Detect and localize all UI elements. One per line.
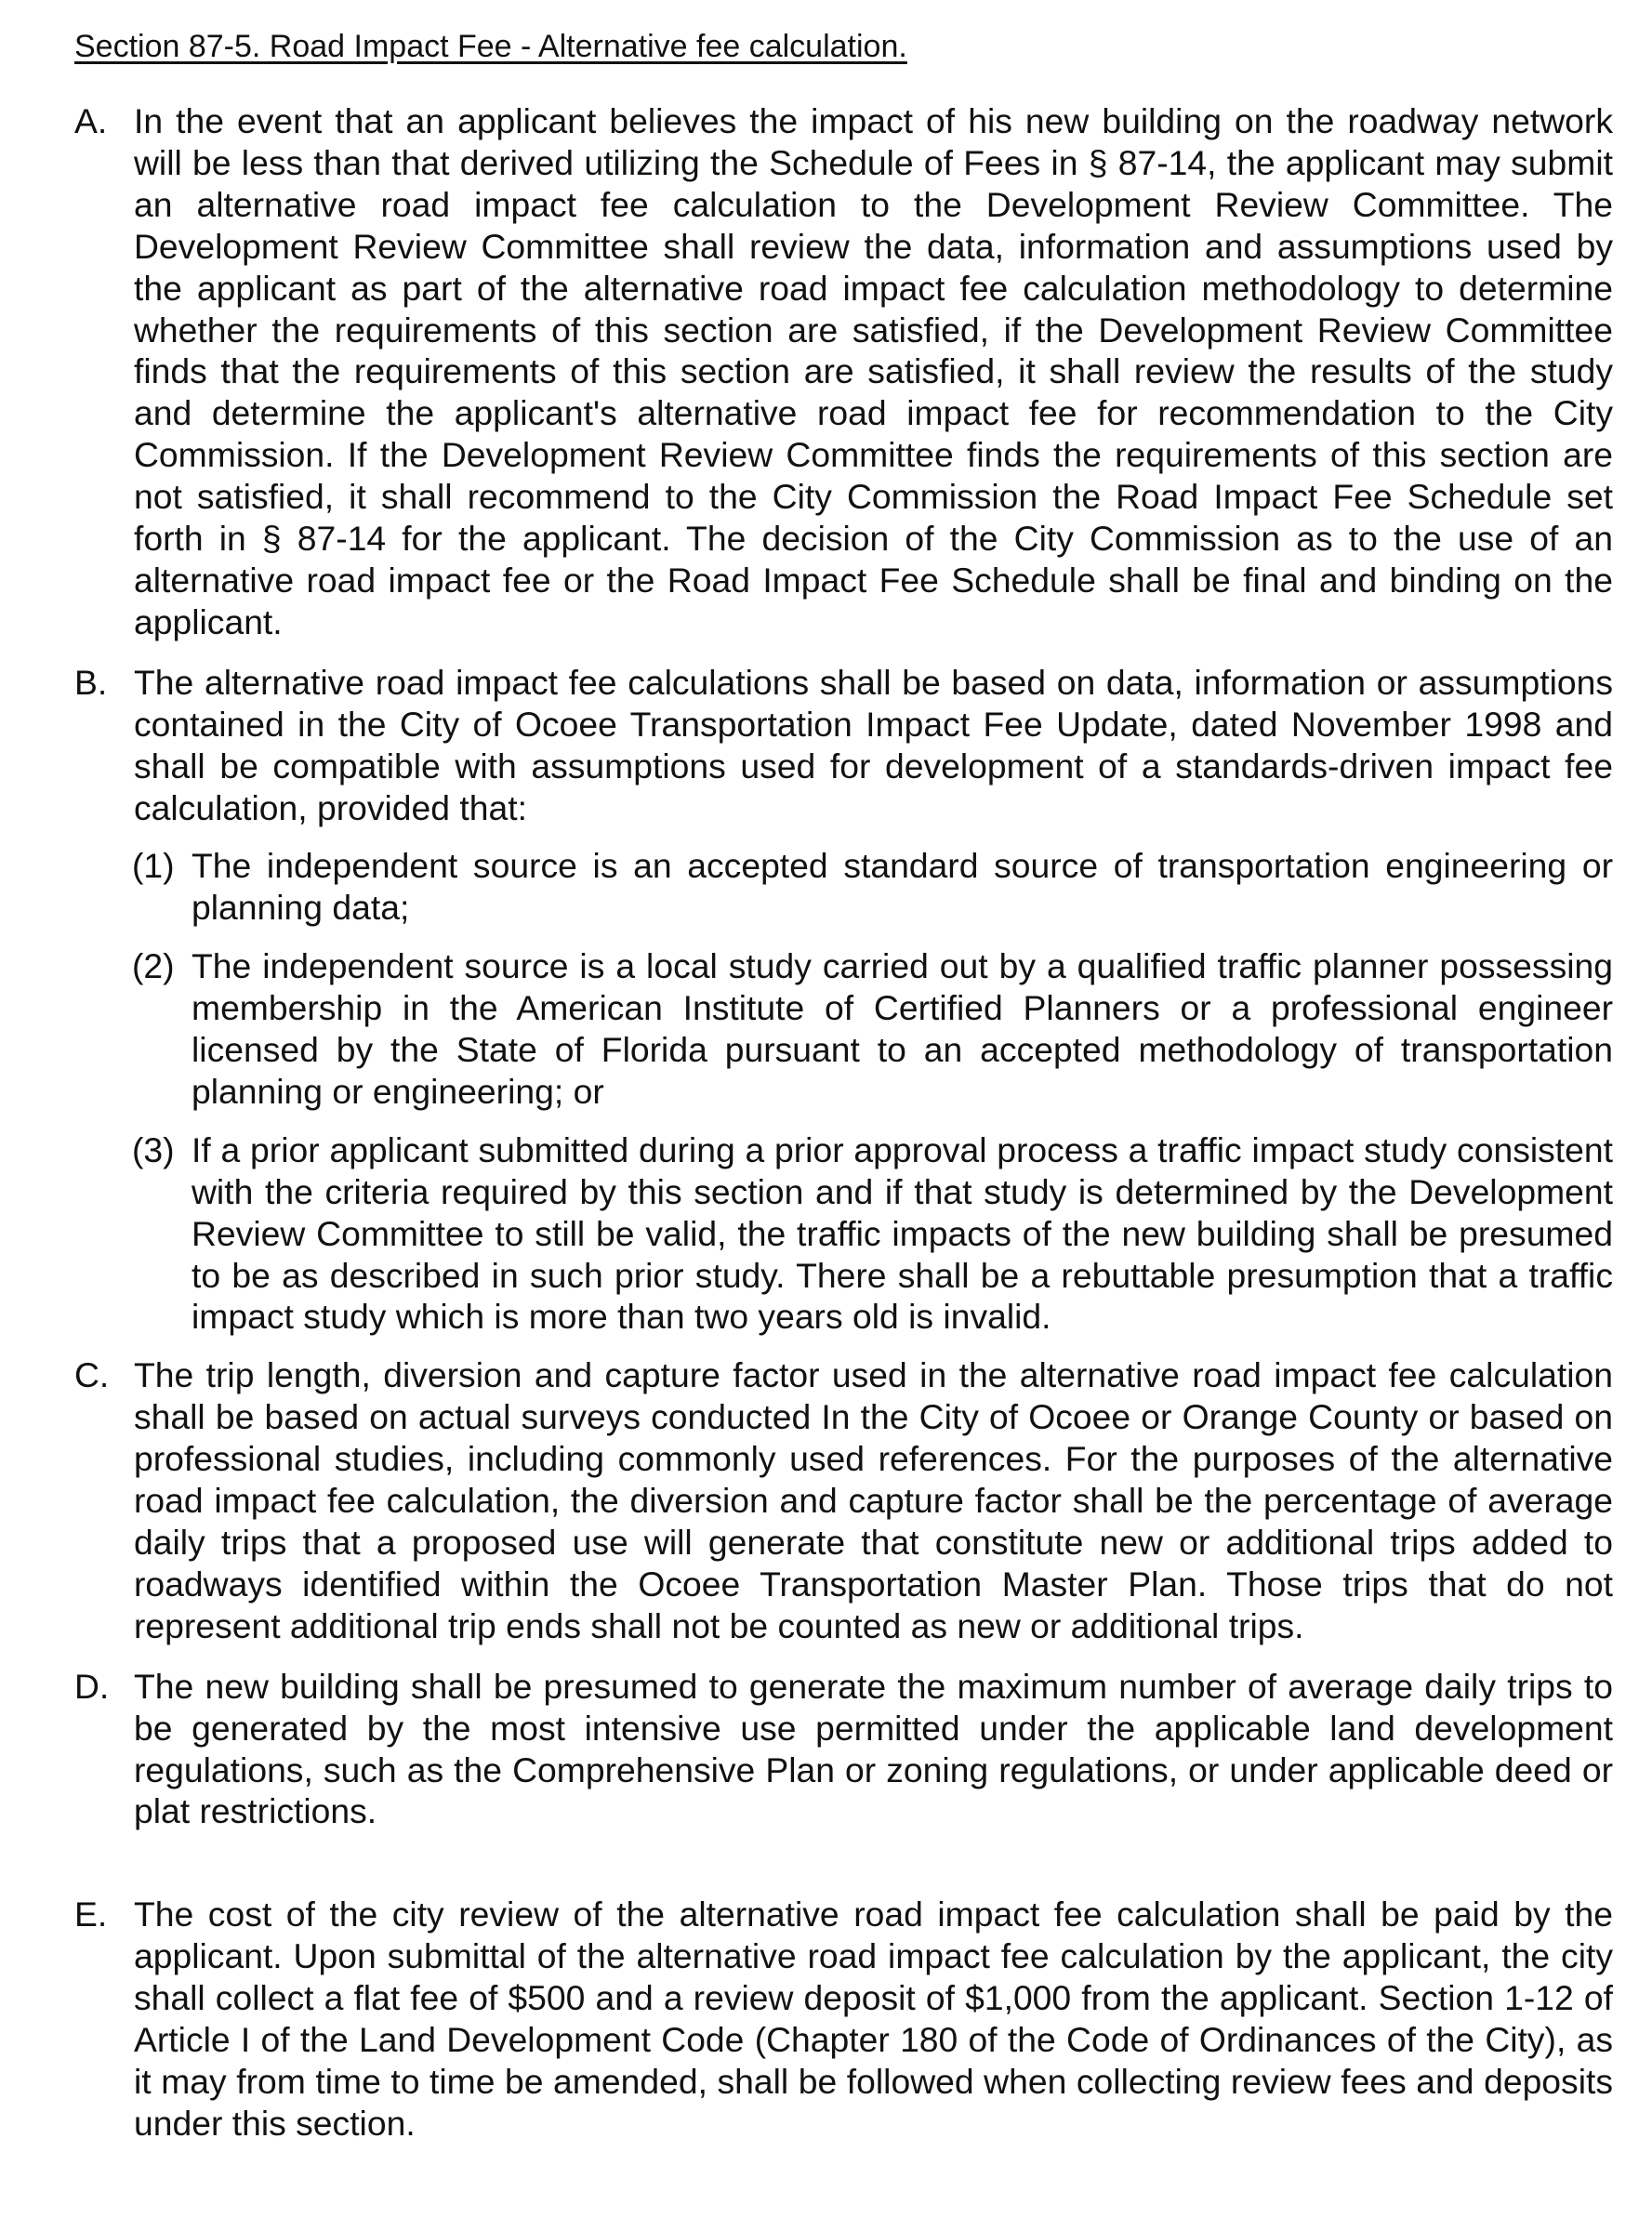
section-heading: Section 87-5. Road Impact Fee - Alternative fee calculation. (74, 29, 907, 64)
section-a-marker: A. (74, 101, 108, 140)
section-c-marker: C. (74, 1355, 110, 1395)
section-a (74, 100, 1613, 643)
subitem-3-marker: (3) (132, 1129, 175, 1169)
subitem-1-marker: (1) (132, 846, 175, 886)
section-d-marker: D. (74, 1666, 110, 1706)
subitem-2-text: The independent source is a local study carried out by a qualified traffic planner possessing membership in the American Institute of Certified Planners or a professional engineer licensed by the State of Florida pursuant to an accepted methodology of transportation planning or engineering; or (192, 946, 1613, 1111)
section-d-body (134, 1666, 1613, 1833)
section-a-body (134, 100, 1613, 643)
section-d (74, 1666, 1613, 1833)
section-e-text: The cost of the city review of the alternative road impact fee calculation shall be paid by the applicant. Upon submittal of the alternative road impact fee calculation by the applicant, the city shall collect a flat fee of $500 and a review deposit of $1,000 from the applicant. Section 1-12 of Article I of the Land Development Code (Chapter 180 of the Code of Ordinances of the City), as it may from time to time be amended, shall be followed when collecting review fees and deposits under this section. (134, 1894, 1613, 2143)
section-d-text: The new building shall be presumed to generate the maximum number of average daily trips to be generated by the most intensive use permitted under the applicable land development regulations, such as the Comprehensive Plan or zoning regulations, or under applicable deed or plat restrictions. (134, 1666, 1613, 1831)
section-c (74, 1354, 1613, 1646)
section-c-body (134, 1354, 1613, 1646)
section-e (74, 1894, 1613, 2144)
section-a-text: In the event that an applicant believes the impact of his new building on the roadway network will be less than that derived utilizing the Schedule of Fees in § 87-14, the applicant may submit an alternative road impact fee calculation to the Development Review Committee. The Development Review Committee shall review the data, information and assumptions used by the applicant as part of the alternative road impact fee calculation methodology to determine whether the requirements of this section are satisfied, if the Development Review Committee finds that the requirements of this section are satisfied, it shall review the results of the study and determine the applicant's alternative road impact fee for recommendation to the City Commission. If the Development Review Committee finds the requirements of this section are not satisfied, it shall recommend to the City Commission the Road Impact Fee Schedule set forth in § 87-14 for the applicant. The decision of the City Commission as to the use of an alternative road impact fee or the Road Impact Fee Schedule shall be final and binding on the applicant. (134, 101, 1613, 641)
subitem-3-text: If a prior applicant submitted during a prior approval process a traffic impact study consistent with the criteria required by this section and if that study is determined by the Development Review Committee to still be valid, the traffic impacts of the new building shall be presumed to be as described in such prior study. There shall be a rebuttable presumption that a traffic impact study which is more than two years old is invalid. (192, 1129, 1613, 1337)
section-b-text: The alternative road impact fee calculations shall be based on data, information or assumptions contained in the City of Ocoee Transportation Impact Fee Update, dated November 1998 and shall be compatible with assumptions used for development of a standards-driven impact fee calculation, provided that: (134, 662, 1613, 827)
section-b-sublist (132, 845, 1613, 1338)
section-e-marker: E. (74, 1894, 108, 1934)
section-b-body (134, 662, 1613, 1339)
subitem-3 (132, 1129, 1613, 1339)
section-c-text: The trip length, diversion and capture factor used in the alternative road impact fee calculation shall be based on actual surveys conducted In the City of Ocoee or Orange County or based on professional studies, including commonly used references. For the purposes of the alternative road impact fee calculation, the diversion and capture factor shall be the percentage of average daily trips that a proposed use will generate that constitute new or additional trips added to roadways identified within the Ocoee Transportation Master Plan. Those trips that do not represent additional trip ends shall not be counted as new or additional trips. (134, 1355, 1613, 1645)
section-b-marker: B. (74, 662, 108, 702)
subitem-1 (132, 845, 1613, 929)
subitem-2-marker: (2) (132, 946, 175, 986)
subitem-1-text: The independent source is an accepted standard source of transportation engineering or planning data; (192, 846, 1613, 928)
section-b (74, 662, 1613, 1339)
subitem-2 (132, 945, 1613, 1113)
section-e-body (134, 1894, 1613, 2144)
